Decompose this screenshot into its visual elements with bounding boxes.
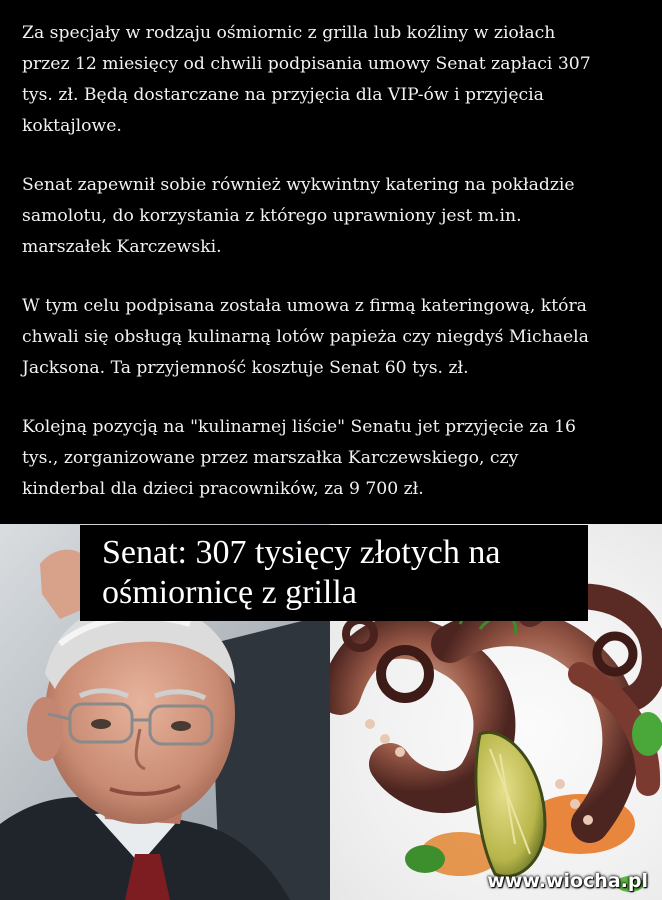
headline-box xyxy=(80,525,588,621)
paragraph-3: W tym celu podpisana została umowa z firmą kateringową, która chwali się obsługą kulinarną lotów papieża czy niegdyś Michaela Jacksona. Ta przyjemność kosztuje Senat 60 tys. zł. xyxy=(22,296,589,378)
watermark: www.wiocha.pl xyxy=(487,870,648,892)
paragraph-2: Senat zapewnił sobie również wykwintny katering na pokładzie samolotu, do korzystania z którego uprawniony jest m.in. marszałek Karczewski. xyxy=(22,175,575,257)
image-headline: Senat: 307 tysięcy złotych na ośmiornicę z grilla xyxy=(102,534,501,611)
paragraph-4: Kolejną pozycją na "kulinarnej liście" Senatu jet przyjęcie za 16 tys., zorganizowane przez marszałka Karczewskiego, czy kinderbal dla dzieci pracowników, za 9 700 zł. xyxy=(22,417,576,499)
paragraph-1: Za specjały w rodzaju ośmiornic z grilla lub koźliny w ziołach przez 12 miesięcy od chwili podpisania umowy Senat zapłaci 307 tys. zł. Będą dostarczane na przyjęcia dla VIP-ów i przyjęcia koktajlowe. xyxy=(22,23,591,136)
news-image xyxy=(0,524,662,900)
